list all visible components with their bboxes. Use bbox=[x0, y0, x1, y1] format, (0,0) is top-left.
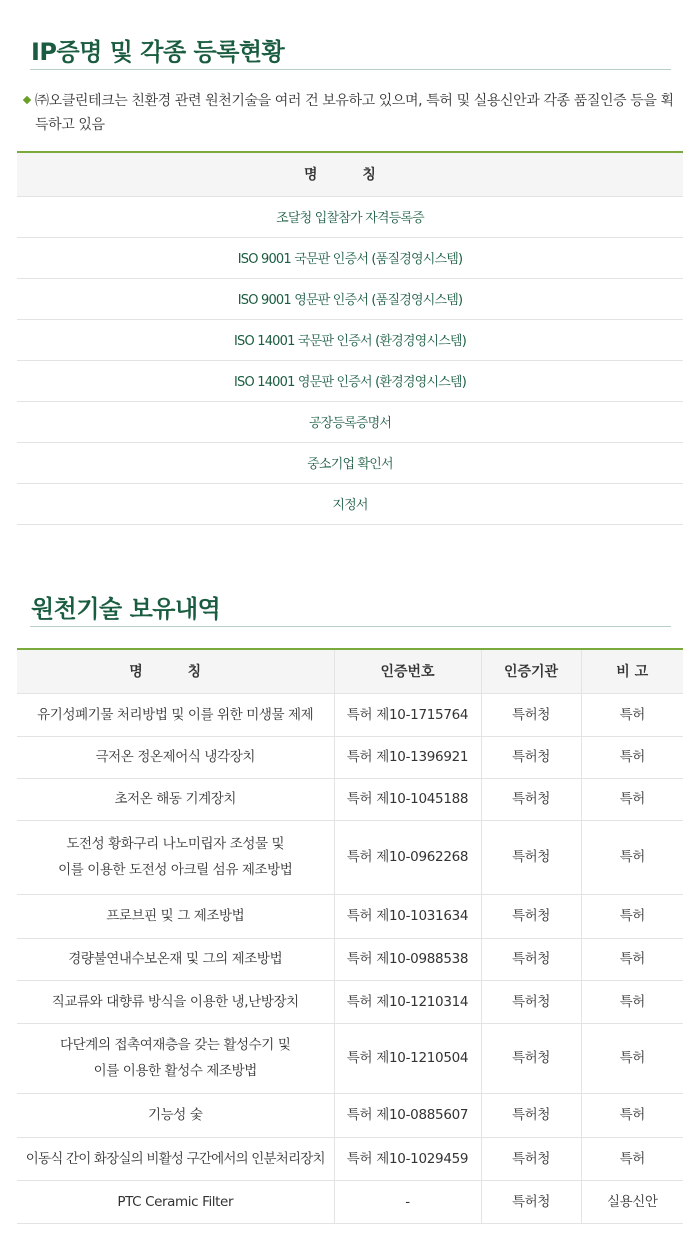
patent-agency: 특허청 bbox=[481, 1137, 581, 1180]
patent-name: 경량불연내수보온재 및 그의 제조방법 bbox=[17, 938, 334, 980]
patent-note: 특허 bbox=[581, 778, 683, 820]
registration-item: 중소기업 확인서 bbox=[17, 442, 683, 483]
patent-name: 유기성폐기물 처리방법 및 이를 위한 미생물 제제 bbox=[17, 693, 334, 736]
patent-agency: 특허청 bbox=[481, 1093, 581, 1137]
column-header-name: 명 칭 bbox=[17, 152, 683, 196]
patent-name: 직교류와 대향류 방식을 이용한 냉,난방장치 bbox=[17, 980, 334, 1023]
patent-number: 특허 제10-1715764 bbox=[334, 693, 481, 736]
patent-agency: 특허청 bbox=[481, 1180, 581, 1223]
patent-table bbox=[17, 648, 683, 1224]
section-title-tech: 원천기술 보유내역 bbox=[31, 595, 221, 623]
patent-agency: 특허청 bbox=[481, 938, 581, 980]
registration-item: ISO 14001 영문판 인증서 (환경경영시스템) bbox=[17, 360, 683, 401]
patent-number: 특허 제10-1031634 bbox=[334, 894, 481, 938]
section-title-ip: IP증명 및 각종 등록현황 bbox=[31, 38, 285, 66]
column-header-name: 명 칭 bbox=[17, 649, 334, 693]
column-header-number: 인증번호 bbox=[334, 649, 481, 693]
patent-agency: 특허청 bbox=[481, 693, 581, 736]
registration-table bbox=[17, 151, 683, 525]
table-row bbox=[17, 938, 683, 980]
patent-agency: 특허청 bbox=[481, 778, 581, 820]
patent-agency: 특허청 bbox=[481, 894, 581, 938]
patent-name-line: 도전성 황화구리 나노미립자 조성물 및 bbox=[66, 836, 285, 852]
table-row bbox=[17, 1137, 683, 1180]
patent-note: 특허 bbox=[581, 693, 683, 736]
patent-name: 기능성 숯 bbox=[17, 1093, 334, 1137]
table-row bbox=[17, 319, 683, 360]
table-row bbox=[17, 894, 683, 938]
patent-name bbox=[17, 1023, 334, 1093]
patent-note: 특허 bbox=[581, 1023, 683, 1093]
table-row bbox=[17, 401, 683, 442]
column-header-agency: 인증기관 bbox=[481, 649, 581, 693]
table-row bbox=[17, 1180, 683, 1223]
table-row bbox=[17, 1093, 683, 1137]
patent-name: 극저온 정온제어식 냉각장치 bbox=[17, 736, 334, 778]
patent-name: 초저온 해동 기계장치 bbox=[17, 778, 334, 820]
patent-name: PTC Ceramic Filter bbox=[17, 1180, 334, 1223]
column-header-note: 비 고 bbox=[581, 649, 683, 693]
registration-item: ISO 14001 국문판 인증서 (환경경영시스템) bbox=[17, 319, 683, 360]
intro-text: ㈜오클린테크는 친환경 관련 원천기술을 여러 건 보유하고 있으며, 특허 및 실용신안과 각종 품질인증 등을 획득하고 있음 bbox=[35, 93, 674, 133]
patent-note: 특허 bbox=[581, 1137, 683, 1180]
patent-number: 특허 제10-1210314 bbox=[334, 980, 481, 1023]
registration-item: 지정서 bbox=[17, 483, 683, 524]
table-row bbox=[17, 980, 683, 1023]
table-row bbox=[17, 278, 683, 319]
patent-agency: 특허청 bbox=[481, 980, 581, 1023]
title-divider bbox=[30, 69, 671, 70]
patent-number: 특허 제10-0885607 bbox=[334, 1093, 481, 1137]
table-row bbox=[17, 820, 683, 894]
table-row bbox=[17, 483, 683, 524]
patent-number: 특허 제10-1396921 bbox=[334, 736, 481, 778]
table-row bbox=[17, 1023, 683, 1093]
patent-number: 특허 제10-1210504 bbox=[334, 1023, 481, 1093]
patent-note: 특허 bbox=[581, 938, 683, 980]
patent-number: 특허 제10-1045188 bbox=[334, 778, 481, 820]
patent-agency: 특허청 bbox=[481, 820, 581, 894]
patent-name: 프로브핀 및 그 제조방법 bbox=[17, 894, 334, 938]
title-divider bbox=[30, 626, 671, 627]
table-row bbox=[17, 736, 683, 778]
patent-name bbox=[17, 820, 334, 894]
patent-number: - bbox=[334, 1180, 481, 1223]
patent-note: 특허 bbox=[581, 736, 683, 778]
patent-note: 특허 bbox=[581, 980, 683, 1023]
registration-item: 조달청 입찰참가 자격등록증 bbox=[17, 196, 683, 237]
table-row bbox=[17, 693, 683, 736]
table-row bbox=[17, 442, 683, 483]
intro-text-block bbox=[24, 89, 684, 137]
patent-note: 특허 bbox=[581, 894, 683, 938]
patent-name-line: 다단계의 접촉여재층을 갖는 활성수기 및 bbox=[60, 1037, 291, 1053]
patent-note: 특허 bbox=[581, 820, 683, 894]
patent-number: 특허 제10-0988538 bbox=[334, 938, 481, 980]
patent-number: 특허 제10-0962268 bbox=[334, 820, 481, 894]
patent-note: 특허 bbox=[581, 1093, 683, 1137]
registration-item: ISO 9001 영문판 인증서 (품질경영시스템) bbox=[17, 278, 683, 319]
registration-item: 공장등록증명서 bbox=[17, 401, 683, 442]
patent-name: 이동식 간이 화장실의 비활성 구간에서의 인분처리장치 bbox=[17, 1137, 334, 1180]
table-row bbox=[17, 778, 683, 820]
patent-agency: 특허청 bbox=[481, 1023, 581, 1093]
registration-item: ISO 9001 국문판 인증서 (품질경영시스템) bbox=[17, 237, 683, 278]
patent-name-line: 이를 이용한 도전성 아크릴 섬유 제조방법 bbox=[58, 862, 293, 878]
table-row bbox=[17, 196, 683, 237]
patent-agency: 특허청 bbox=[481, 736, 581, 778]
patent-number: 특허 제10-1029459 bbox=[334, 1137, 481, 1180]
table-row bbox=[17, 360, 683, 401]
table-row bbox=[17, 237, 683, 278]
patent-name-line: 이를 이용한 활성수 제조방법 bbox=[93, 1063, 257, 1079]
patent-note: 실용신안 bbox=[581, 1180, 683, 1223]
